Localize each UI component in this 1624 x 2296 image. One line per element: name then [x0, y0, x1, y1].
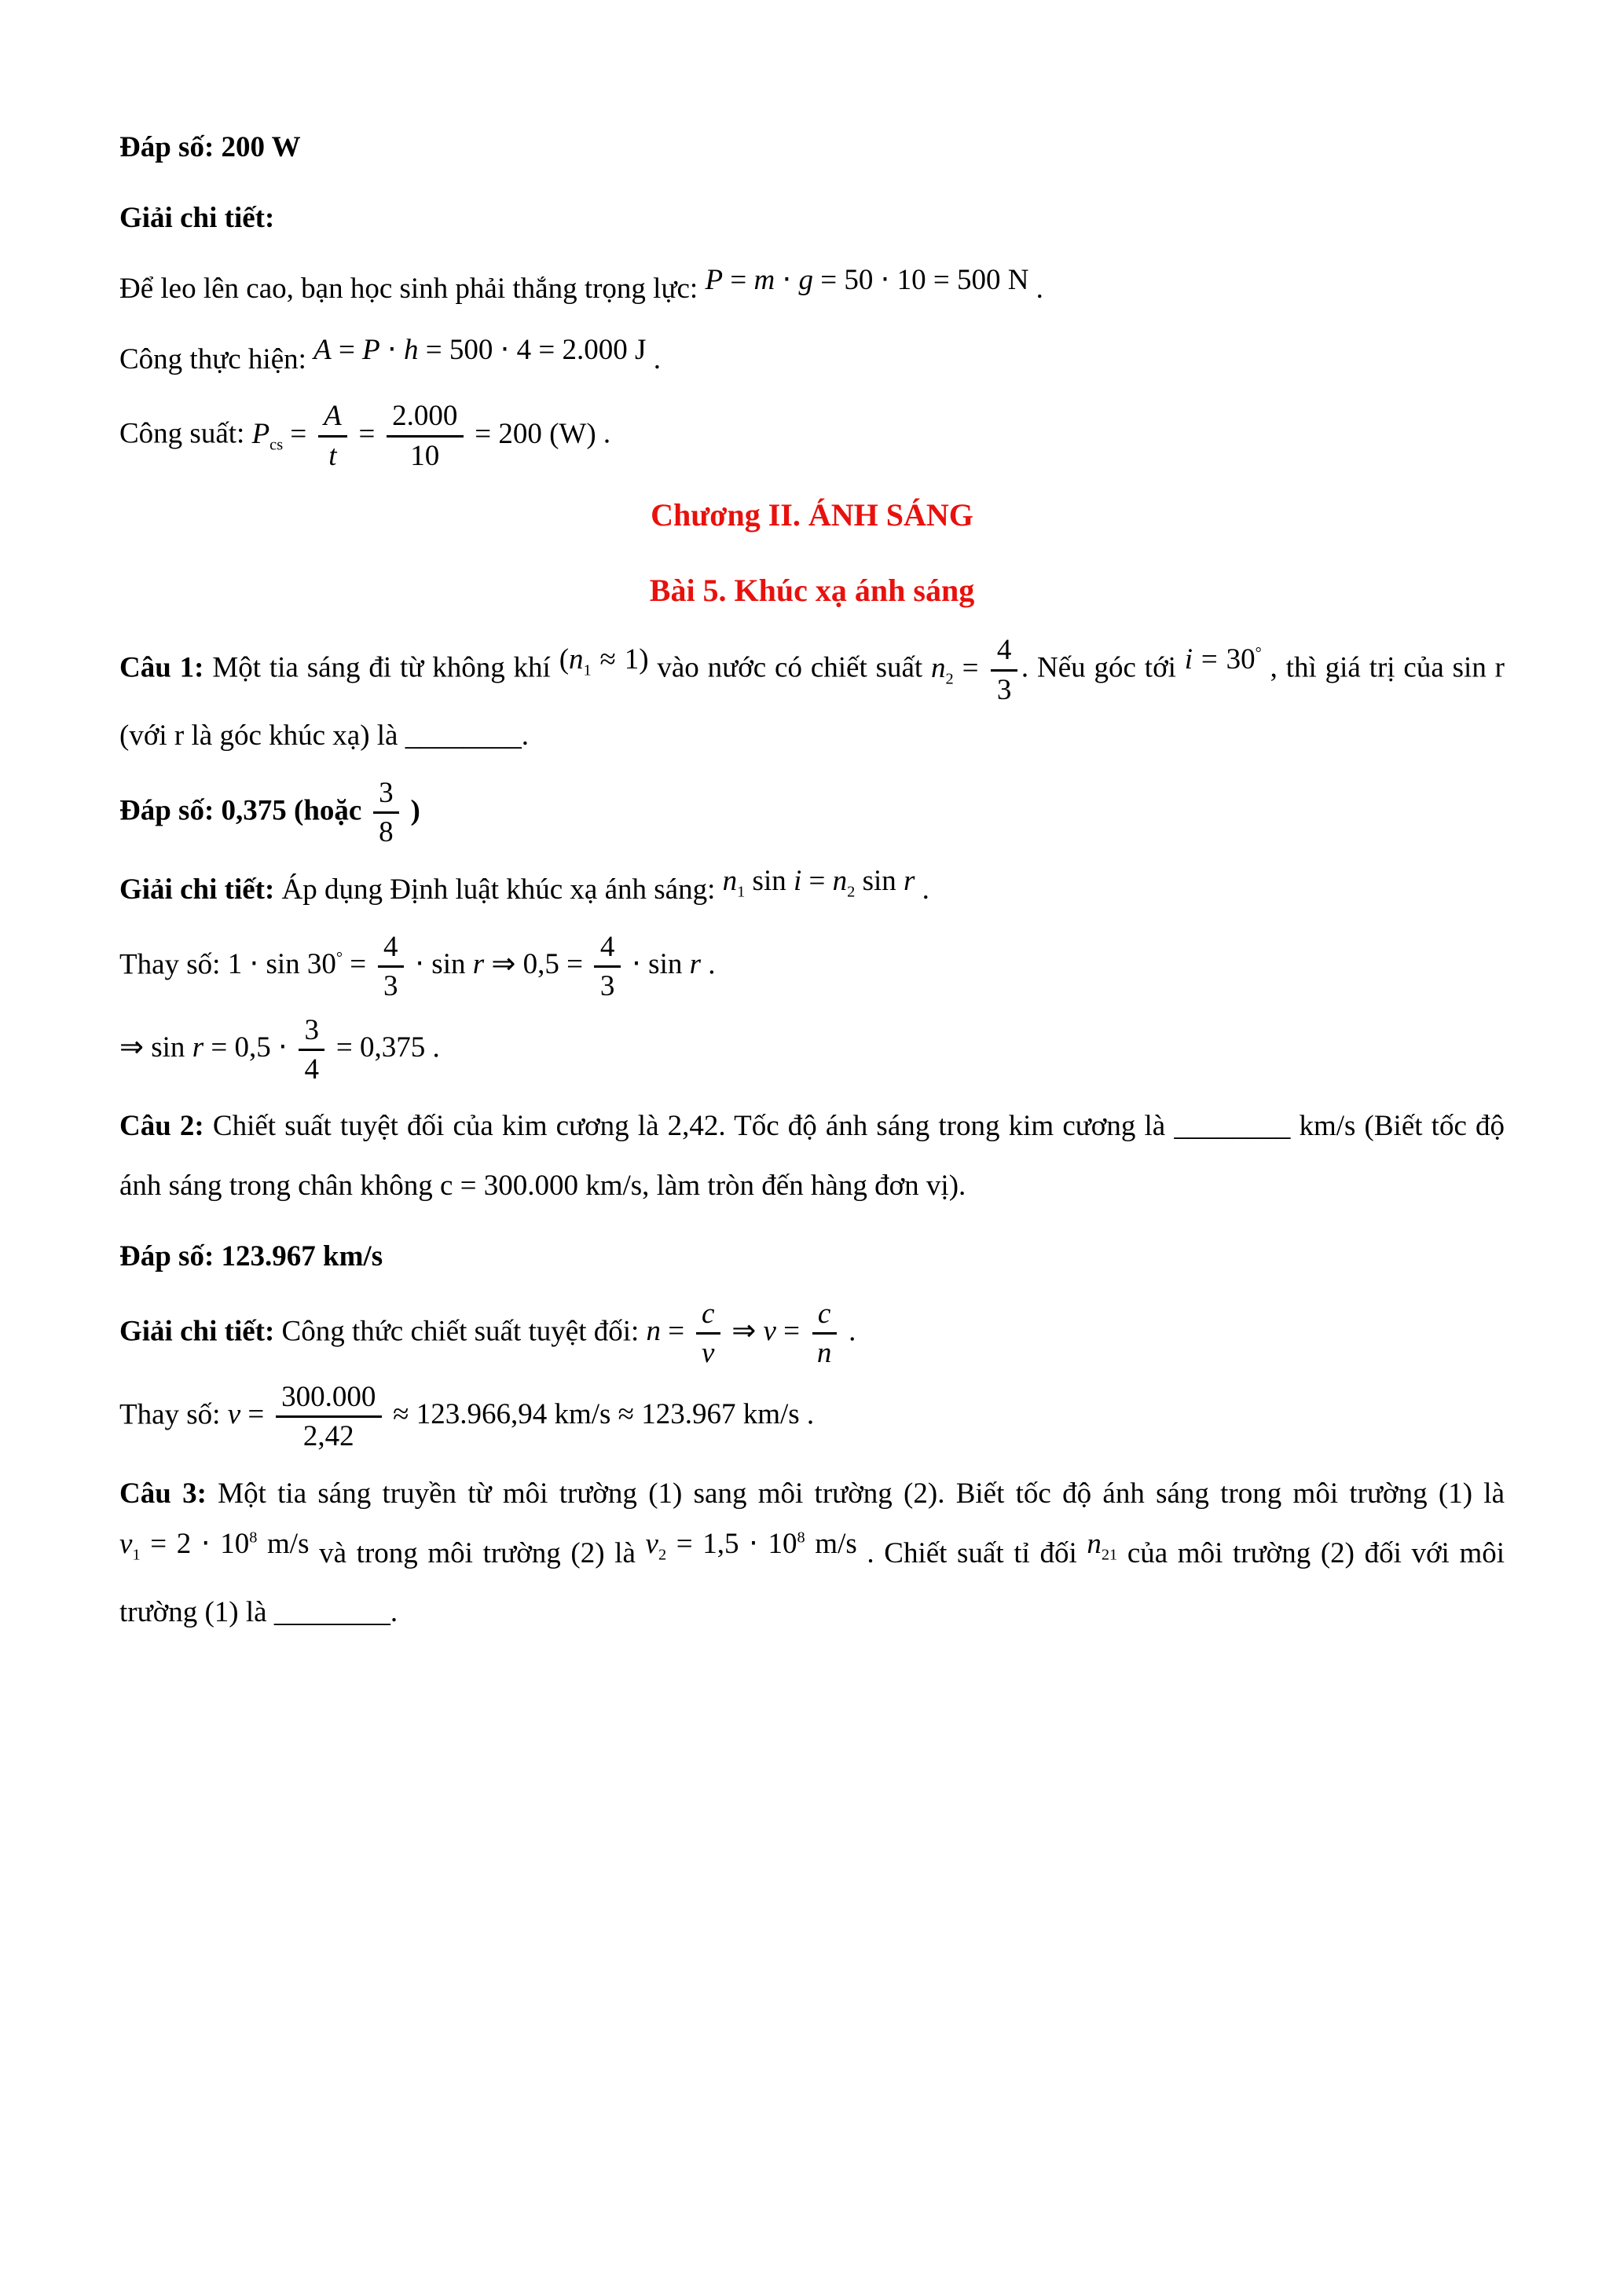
fraction-denominator: v [701, 1337, 715, 1370]
solution-q1 [119, 860, 1505, 920]
math-text: = [331, 334, 363, 367]
math-variable: n [646, 1315, 662, 1348]
math-formula [705, 264, 1028, 296]
text-run: Thay số: [119, 1398, 228, 1431]
math-variable: r [689, 948, 702, 981]
fraction-denominator: 8 [379, 816, 394, 849]
math-text: = [343, 948, 374, 981]
math-subscript: 2 [847, 883, 856, 901]
fraction-denominator: 10 [410, 439, 440, 472]
math-superscript: 8 [797, 1529, 805, 1547]
text-run: . [646, 342, 661, 375]
math-text: = [801, 864, 833, 897]
math-variable: n [832, 864, 848, 897]
text-run: vào nước có chiết suất [648, 651, 932, 684]
fraction [387, 400, 464, 472]
text-run: Công suất: [119, 417, 252, 450]
math-text: = 50 ⋅ 10 = 500 N [812, 263, 1029, 296]
math-text: ⋅ sin [624, 948, 690, 981]
fraction [276, 1381, 382, 1453]
fraction-numerator: 4 [991, 634, 1017, 671]
fraction-numerator: 3 [299, 1014, 324, 1051]
fraction-numerator: c [696, 1298, 720, 1335]
text-run: của môi trường (2) đối với môi trường (1) là ________. [119, 1536, 1505, 1629]
math-text: = [351, 417, 383, 450]
math-text: ≈ 1) [591, 643, 649, 676]
math-variable: g [798, 263, 813, 296]
text-run: Chương II. ÁNH SÁNG [651, 497, 973, 533]
text-run: và trong môi trường (2) là [309, 1536, 646, 1569]
result-q1 [119, 1014, 1505, 1086]
text-run: . [701, 948, 716, 981]
math-variable: i [793, 864, 802, 897]
math-variable: h [404, 334, 419, 367]
math-superscript: ° [1255, 644, 1262, 662]
chapter-heading [119, 483, 1505, 547]
text-run: Một tia sáng truyền từ môi trường (1) sang môi trường (2). Biết tốc độ ánh sáng trong môi trường (1) là [206, 1477, 1505, 1510]
substitute-q1 [119, 931, 1505, 1003]
math-text: = [775, 1315, 808, 1348]
math-formula [559, 643, 649, 679]
math-text: = [723, 263, 754, 296]
math-text: m/s [805, 1528, 857, 1561]
math-variable: m [753, 263, 775, 296]
fraction [811, 1298, 837, 1370]
math-formula [645, 1528, 857, 1564]
math-text: = 1,5 ⋅ 10 [666, 1528, 797, 1561]
math-formula [369, 776, 404, 849]
text-run: Để leo lên cao, bạn học sinh phải thắng trọng lực: [119, 272, 706, 305]
math-superscript: ° [335, 949, 343, 967]
math-variable: r [904, 864, 915, 897]
answer-q2 [119, 1227, 1505, 1287]
math-text: ⋅ [775, 263, 799, 296]
math-subscript: 1 [583, 661, 592, 679]
text-run: Công thực hiện: [119, 342, 314, 375]
math-variable: n [569, 643, 584, 676]
math-text: = 0,375 [328, 1031, 426, 1064]
text-run: . [841, 1315, 856, 1348]
math-subscript: 2 [658, 1546, 667, 1564]
math-variable: n [1087, 1528, 1102, 1561]
solution-q2 [119, 1298, 1505, 1370]
bold-text: Đáp số: 123.967 km/s [119, 1240, 383, 1273]
math-text: = 2 ⋅ 10 [140, 1528, 250, 1561]
math-formula [931, 634, 1021, 706]
detail-solution-label [119, 189, 1505, 248]
math-formula [227, 930, 702, 1003]
fraction-numerator: 3 [373, 777, 399, 814]
text-run: Bài 5. Khúc xạ ánh sáng [649, 573, 975, 609]
bold-text: Câu 1: [119, 651, 204, 684]
math-subscript: cs [269, 436, 284, 454]
fraction [696, 1298, 720, 1370]
math-subscript: 21 [1101, 1546, 1118, 1564]
fraction-numerator: 300.000 [276, 1381, 382, 1418]
math-text: ⇒ sin [119, 1031, 192, 1064]
answer-q1 [119, 777, 1505, 849]
math-superscript: 8 [249, 1529, 258, 1547]
fraction-denominator: 3 [996, 673, 1012, 706]
math-text: sin [745, 864, 794, 897]
fraction-denominator: 3 [383, 970, 398, 1003]
math-text: = 200 (W) [467, 417, 596, 450]
math-variable: P [362, 334, 380, 367]
bold-text: Giải chi tiết: [119, 873, 275, 906]
text-run: . [799, 1398, 815, 1431]
fraction-numerator: 2.000 [387, 400, 464, 437]
math-text: = [240, 1398, 272, 1431]
bold-text: Câu 3: [119, 1477, 207, 1510]
text-run: . [425, 1031, 440, 1064]
math-variable: n [931, 651, 946, 684]
math-variable: r [192, 1031, 204, 1064]
text-run: Áp dụng Định luật khúc xạ ánh sáng: [274, 873, 723, 906]
question-2 [119, 1097, 1505, 1216]
math-text: ⇒ [724, 1315, 764, 1348]
text-run: Một tia sáng đi từ không khí [203, 651, 559, 684]
math-variable: r [472, 948, 485, 981]
bold-text: ) [403, 794, 420, 827]
weight-line [119, 259, 1505, 319]
fraction [299, 1014, 324, 1086]
fraction [594, 931, 620, 1003]
text-run: . Nếu góc tới [1021, 651, 1185, 684]
math-variable: v [227, 1398, 241, 1431]
math-variable: n [722, 864, 738, 897]
text-run: . Chiết suất tỉ đối [856, 1536, 1087, 1569]
math-text: = 30 [1193, 643, 1256, 676]
math-variable: v [645, 1528, 658, 1561]
document-body [119, 118, 1505, 1642]
text-run: . [596, 417, 611, 450]
math-text: = [661, 1315, 692, 1348]
math-text: 1 ⋅ sin 30 [227, 948, 336, 981]
bold-text: Giải chi tiết: [119, 201, 275, 234]
math-formula [119, 1013, 426, 1086]
fraction-denominator: n [816, 1337, 832, 1370]
fraction [378, 931, 404, 1003]
fraction [373, 777, 399, 849]
math-text: ≈ 123.966,94 km/s ≈ 123.967 km/s [385, 1398, 800, 1431]
fraction [318, 400, 347, 472]
fraction-denominator: 4 [304, 1053, 320, 1086]
math-subscript: 2 [945, 670, 954, 688]
math-formula [722, 864, 915, 901]
math-text: = 500 ⋅ 4 = 2.000 J [418, 334, 647, 367]
math-text: m/s [257, 1528, 310, 1561]
text-run: , thì giá trị của sin r (với r là góc khúc xạ) là ________. [119, 651, 1505, 753]
fraction-denominator: 2,42 [302, 1420, 354, 1453]
math-variable: A [313, 334, 332, 367]
math-formula [646, 1297, 841, 1370]
bold-text: Giải chi tiết: [119, 1315, 275, 1348]
fraction-numerator: c [812, 1298, 837, 1335]
math-subscript: 1 [132, 1546, 141, 1564]
text-run: . [1028, 272, 1043, 305]
work-line [119, 330, 1505, 390]
math-variable: i [1184, 643, 1193, 676]
substitute-q2 [119, 1381, 1505, 1453]
fraction-denominator: t [328, 439, 337, 472]
math-formula [119, 1528, 310, 1564]
math-text: ⇒ 0,5 = [484, 948, 591, 981]
power-line [119, 400, 1505, 472]
math-formula [227, 1380, 800, 1453]
fraction [991, 634, 1017, 706]
question-1 [119, 634, 1505, 766]
text-run: Công thức chiết suất tuyệt đối: [274, 1315, 647, 1348]
math-formula [251, 400, 596, 472]
math-text: = [953, 651, 988, 684]
bold-text: Đáp số: 200 W [119, 131, 301, 163]
math-formula [1087, 1528, 1118, 1564]
math-text: ( [559, 643, 570, 676]
math-variable: P [251, 417, 270, 450]
text-run: Chiết suất tuyệt đối của kim cương là 2,42. Tốc độ ánh sáng trong kim cương là ________ km/s (Biết tốc độ ánh sáng trong chân không c = 300.000 km/s, làm tròn đến hàng đơn vị). [119, 1110, 1505, 1203]
answer-200w [119, 118, 1505, 178]
math-variable: v [763, 1315, 776, 1348]
fraction-numerator: 4 [594, 931, 620, 968]
lesson-heading [119, 558, 1505, 623]
math-text: = 0,5 ⋅ [203, 1031, 295, 1064]
fraction-numerator: 4 [378, 931, 404, 968]
bold-text: Đáp số: 0,375 (hoặc [119, 794, 369, 827]
math-text: = [283, 417, 314, 450]
math-subscript: 1 [737, 883, 746, 901]
question-3 [119, 1464, 1505, 1643]
bold-text: Câu 2: [119, 1110, 204, 1143]
math-variable: P [705, 263, 724, 296]
text-run: . [915, 873, 929, 906]
text-run: Thay số: [119, 948, 228, 981]
math-variable: v [119, 1528, 133, 1561]
math-formula [1185, 643, 1262, 676]
math-text: ⋅ sin [408, 948, 473, 981]
fraction-denominator: 3 [599, 970, 615, 1003]
fraction-numerator: A [318, 400, 347, 437]
math-text: sin [855, 864, 904, 897]
math-text: ⋅ [379, 334, 405, 367]
math-formula [313, 334, 646, 366]
